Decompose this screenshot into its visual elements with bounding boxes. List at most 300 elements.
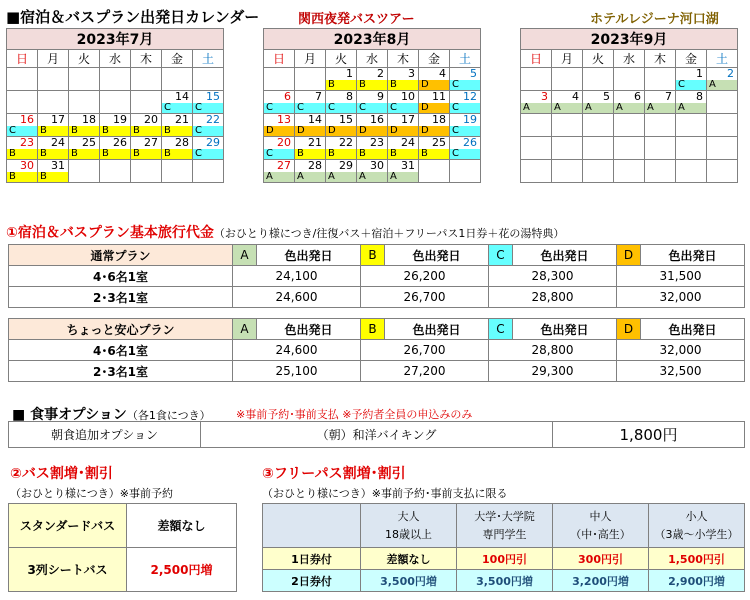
freepass-header-l1: 中人 (589, 509, 612, 523)
bus-row-3seat-label: 3列シートバス (9, 548, 127, 592)
depart-label: 色出発日 (257, 245, 361, 266)
calendar-day[interactable] (676, 91, 707, 114)
day-code (614, 80, 644, 90)
calendar-day[interactable] (676, 68, 707, 91)
freepass-corner (263, 504, 361, 548)
calendar-day (614, 160, 645, 183)
depart-label: 色出発日 (641, 245, 745, 266)
day-number (614, 137, 644, 149)
calendar-day (614, 137, 645, 160)
day-code (38, 103, 68, 113)
day-code: B (162, 149, 192, 159)
day-number (100, 91, 130, 103)
day-number (69, 68, 99, 80)
weekday-label: 月 (552, 50, 583, 68)
calendar-day (521, 160, 552, 183)
depart-label: 色出発日 (385, 319, 489, 340)
section1-title: ①宿泊＆バスプラン基本旅行代金 (6, 225, 214, 241)
calendar-day[interactable] (614, 91, 645, 114)
weekday-label: 日 (521, 50, 552, 68)
day-code (645, 149, 675, 159)
day-number (521, 68, 551, 80)
day-number (69, 160, 99, 172)
calendar-day (645, 114, 676, 137)
day-code (162, 172, 192, 182)
plan-name: 通常プラン (9, 245, 233, 266)
day-code: B (69, 126, 99, 136)
calendar-day (521, 137, 552, 160)
weekday-label: 木 (388, 50, 419, 68)
day-code: C (450, 80, 480, 90)
day-number (707, 114, 737, 126)
day-number (583, 160, 613, 172)
freepass-value: 300円引 (553, 548, 649, 570)
day-code: B (295, 149, 325, 159)
weekday-label: 火 (69, 50, 100, 68)
calendar-day[interactable] (162, 114, 193, 137)
calendar-day[interactable] (264, 160, 295, 183)
day-code: C (162, 103, 192, 113)
day-code: B (69, 149, 99, 159)
day-code: C (450, 103, 480, 113)
day-code: C (264, 103, 294, 113)
day-number: 2 (377, 67, 384, 80)
price-cell: 32,000 (617, 340, 745, 361)
calendar-day[interactable] (7, 160, 38, 183)
freepass-value: 差額なし (361, 548, 457, 570)
day-number: 19 (463, 113, 477, 126)
day-number: 7 (665, 90, 672, 103)
price-cell: 24,600 (233, 340, 361, 361)
day-code: B (38, 172, 68, 182)
day-number: 11 (432, 90, 446, 103)
price-cell: 28,800 (489, 287, 617, 308)
day-code: D (264, 126, 294, 136)
calendar-day (450, 160, 481, 183)
safe-plan-table (8, 318, 745, 382)
calendar-day[interactable] (419, 68, 450, 91)
day-number: 23 (20, 136, 34, 149)
day-number: 5 (470, 67, 477, 80)
calendar-day[interactable] (419, 91, 450, 114)
calendar-day (583, 160, 614, 183)
day-code: C (450, 149, 480, 159)
freepass-header-l2: （3歳～小学生） (654, 527, 739, 541)
day-number: 26 (113, 136, 127, 149)
day-code: A (707, 80, 737, 90)
calendar-august (263, 28, 481, 183)
normal-plan-table (8, 244, 745, 308)
calendar-day (676, 160, 707, 183)
calendar-day (614, 114, 645, 137)
day-number: 30 (370, 159, 384, 172)
day-number: 13 (277, 113, 291, 126)
day-number (583, 68, 613, 80)
day-code (295, 80, 325, 90)
price-cell: 26,700 (361, 287, 489, 308)
calendar-day[interactable] (295, 160, 326, 183)
day-number: 25 (432, 136, 446, 149)
calendar-september (520, 28, 738, 183)
day-number (707, 91, 737, 103)
day-code (521, 80, 551, 90)
day-code (450, 172, 480, 182)
freepass-value: 3,500円増 (457, 570, 553, 592)
day-number: 22 (339, 136, 353, 149)
bus-row-standard-value: 差額なし (127, 504, 237, 548)
calendar-day[interactable] (357, 114, 388, 137)
price-cell: 25,100 (233, 361, 361, 382)
calendar-day[interactable] (326, 91, 357, 114)
day-code (583, 80, 613, 90)
freepass-value: 3,200円増 (553, 570, 649, 592)
day-code: B (38, 126, 68, 136)
calendar-day[interactable] (419, 114, 450, 137)
day-number (552, 160, 582, 172)
day-number: 1 (346, 67, 353, 80)
calendar-day[interactable] (193, 91, 224, 114)
day-code: D (295, 126, 325, 136)
day-code (100, 80, 130, 90)
day-number: 14 (308, 113, 322, 126)
day-code: A (264, 172, 294, 182)
day-number (419, 160, 449, 172)
calendar-day[interactable] (326, 160, 357, 183)
day-number: 3 (541, 90, 548, 103)
day-number (100, 68, 130, 80)
day-code: D (419, 126, 449, 136)
calendar-day[interactable] (450, 114, 481, 137)
calendar-title: 2023年8月 (264, 29, 481, 50)
meal-label: 朝食追加オプション (9, 422, 201, 448)
calendar-day (521, 68, 552, 91)
code-badge: B (361, 245, 385, 266)
page-title: ■宿泊＆バスプラン出発日カレンダー (6, 8, 260, 26)
calendar-day (131, 68, 162, 91)
calendar-day (614, 68, 645, 91)
day-number: 24 (51, 136, 65, 149)
day-number (645, 114, 675, 126)
calendar-day[interactable] (69, 114, 100, 137)
day-code (69, 80, 99, 90)
day-code (614, 149, 644, 159)
day-number: 8 (346, 90, 353, 103)
day-code: C (193, 126, 223, 136)
calendar-day (707, 114, 738, 137)
calendar-day[interactable] (100, 137, 131, 160)
day-code (645, 172, 675, 182)
day-code (521, 172, 551, 182)
day-code (419, 172, 449, 182)
day-number: 20 (144, 113, 158, 126)
calendar-day[interactable] (295, 137, 326, 160)
day-code (552, 149, 582, 159)
calendar-day[interactable] (450, 68, 481, 91)
day-code (264, 80, 294, 90)
bus-title: ②バス割増･割引 (10, 466, 113, 482)
calendar-day (69, 91, 100, 114)
day-code: A (388, 172, 418, 182)
calendar-day[interactable] (193, 114, 224, 137)
calendar-day[interactable] (521, 91, 552, 114)
calendar-day (193, 160, 224, 183)
freepass-note: （おひとり様につき）※事前予約･事前支払に限る (262, 487, 508, 500)
day-code: B (100, 149, 130, 159)
day-number: 24 (401, 136, 415, 149)
calendar-day[interactable] (193, 137, 224, 160)
freepass-table (262, 503, 745, 592)
day-number (676, 114, 706, 126)
day-code: B (326, 80, 356, 90)
plan-name: ちょっと安心プラン (9, 319, 233, 340)
day-number: 29 (339, 159, 353, 172)
calendar-day[interactable] (162, 91, 193, 114)
bus-table (8, 503, 237, 592)
day-code (7, 103, 37, 113)
calendar-day[interactable] (357, 68, 388, 91)
day-number: 28 (308, 159, 322, 172)
day-code (676, 149, 706, 159)
day-code: C (450, 126, 480, 136)
freepass-title: ③フリーパス割増･割引 (262, 466, 406, 482)
calendar-day[interactable] (38, 114, 69, 137)
day-code: B (388, 80, 418, 90)
day-number: 2 (727, 67, 734, 80)
calendar-day[interactable] (357, 91, 388, 114)
calendar-day[interactable] (326, 68, 357, 91)
calendar-july (6, 28, 224, 183)
day-number: 31 (51, 159, 65, 172)
day-number: 7 (315, 90, 322, 103)
calendar-day[interactable] (707, 68, 738, 91)
day-number: 25 (82, 136, 96, 149)
day-number: 28 (175, 136, 189, 149)
price-cell: 32,000 (617, 287, 745, 308)
day-number: 1 (696, 67, 703, 80)
code-badge: D (617, 245, 641, 266)
day-number (707, 137, 737, 149)
calendar-day[interactable] (264, 137, 295, 160)
day-code (614, 126, 644, 136)
calendar-day (69, 68, 100, 91)
day-number (614, 68, 644, 80)
calendar-day (707, 91, 738, 114)
day-number (131, 160, 161, 172)
calendar-day[interactable] (388, 91, 419, 114)
day-code: B (131, 126, 161, 136)
day-code (131, 172, 161, 182)
day-code (676, 126, 706, 136)
bus-note: （おひとり様につき）※事前予約 (10, 487, 173, 500)
day-code: C (326, 103, 356, 113)
day-number: 15 (339, 113, 353, 126)
weekday-label: 火 (583, 50, 614, 68)
calendar-day[interactable] (326, 137, 357, 160)
code-badge: C (489, 245, 513, 266)
calendar-day (552, 68, 583, 91)
calendar-day[interactable] (131, 137, 162, 160)
day-number: 17 (51, 113, 65, 126)
calendar-day[interactable] (388, 114, 419, 137)
calendar-day[interactable] (357, 160, 388, 183)
day-code: C (295, 103, 325, 113)
day-number (645, 68, 675, 80)
calendar-day (38, 68, 69, 91)
calendar-day (552, 137, 583, 160)
day-number (69, 91, 99, 103)
day-number (676, 137, 706, 149)
calendar-day[interactable] (450, 137, 481, 160)
day-number: 19 (113, 113, 127, 126)
day-number: 3 (408, 67, 415, 80)
day-number (7, 68, 37, 80)
day-code (69, 172, 99, 182)
day-number (38, 91, 68, 103)
calendar-day (676, 114, 707, 137)
day-number (521, 160, 551, 172)
day-number (295, 68, 325, 80)
calendar-day[interactable] (7, 137, 38, 160)
day-number: 18 (432, 113, 446, 126)
calendar-day[interactable] (38, 160, 69, 183)
day-number: 14 (175, 90, 189, 103)
calendar-day[interactable] (645, 91, 676, 114)
calendar-title: 2023年7月 (7, 29, 224, 50)
calendar-day (100, 91, 131, 114)
day-number (100, 160, 130, 172)
day-code: C (676, 80, 706, 90)
day-code (131, 80, 161, 90)
day-number: 8 (696, 90, 703, 103)
calendar-day[interactable] (388, 137, 419, 160)
weekday-label: 木 (131, 50, 162, 68)
calendar-day[interactable] (326, 114, 357, 137)
day-code (645, 126, 675, 136)
day-number: 17 (401, 113, 415, 126)
day-number: 16 (370, 113, 384, 126)
day-code (707, 172, 737, 182)
day-number (7, 91, 37, 103)
day-code: A (295, 172, 325, 182)
day-code (614, 172, 644, 182)
calendar-day (645, 160, 676, 183)
meal-desc: （朝）和洋バイキング (201, 422, 553, 448)
weekday-label: 水 (100, 50, 131, 68)
calendar-day[interactable] (264, 91, 295, 114)
day-number (552, 137, 582, 149)
calendar-day (419, 160, 450, 183)
day-code (583, 149, 613, 159)
calendar-day[interactable] (69, 137, 100, 160)
calendar-day (676, 137, 707, 160)
calendar-day[interactable] (295, 91, 326, 114)
meal-price: 1,800円 (553, 422, 745, 448)
calendar-day[interactable] (100, 114, 131, 137)
day-number: 29 (206, 136, 220, 149)
calendar-day (193, 68, 224, 91)
calendar-day[interactable] (131, 114, 162, 137)
day-number: 16 (20, 113, 34, 126)
day-code: A (326, 172, 356, 182)
calendar-day[interactable] (38, 137, 69, 160)
day-number: 5 (603, 90, 610, 103)
day-number (552, 68, 582, 80)
calendar-day (69, 160, 100, 183)
calendar-day[interactable] (357, 137, 388, 160)
calendar-day (645, 137, 676, 160)
day-code: C (193, 103, 223, 113)
freepass-value: 2,900円増 (649, 570, 745, 592)
day-number (583, 137, 613, 149)
day-code: B (419, 149, 449, 159)
calendar-day[interactable] (388, 160, 419, 183)
calendar-day (707, 160, 738, 183)
calendar-day (645, 68, 676, 91)
day-code (583, 126, 613, 136)
depart-label: 色出発日 (513, 245, 617, 266)
weekday-label: 土 (193, 50, 224, 68)
meal-note: （各1食につき） (126, 409, 211, 422)
day-code (7, 80, 37, 90)
day-number: 21 (308, 136, 322, 149)
day-code (552, 80, 582, 90)
code-badge: B (361, 319, 385, 340)
price-cell: 26,200 (361, 266, 489, 287)
day-code (69, 103, 99, 113)
calendar-day[interactable] (264, 114, 295, 137)
weekday-label: 土 (450, 50, 481, 68)
calendar-day (552, 160, 583, 183)
day-number (264, 68, 294, 80)
day-code: B (162, 126, 192, 136)
freepass-header (457, 504, 553, 548)
day-number (193, 68, 223, 80)
price-cell: 27,200 (361, 361, 489, 382)
depart-label: 色出発日 (641, 319, 745, 340)
weekday-label: 金 (162, 50, 193, 68)
day-number: 9 (377, 90, 384, 103)
calendar-day (583, 137, 614, 160)
price-cell: 28,800 (489, 340, 617, 361)
bus-row-3seat-value: 2,500円増 (127, 548, 237, 592)
day-code: B (7, 172, 37, 182)
calendar-day[interactable] (552, 91, 583, 114)
day-code (552, 172, 582, 182)
calendar-day[interactable] (388, 68, 419, 91)
calendar-day[interactable] (7, 114, 38, 137)
calendar-day[interactable] (419, 137, 450, 160)
day-number: 12 (463, 90, 477, 103)
calendar-day (162, 68, 193, 91)
calendar-day (707, 137, 738, 160)
freepass-row-label: 2日券付 (263, 570, 361, 592)
calendar-day (162, 160, 193, 183)
calendar-day[interactable] (450, 91, 481, 114)
weekday-label: 土 (707, 50, 738, 68)
day-code: C (193, 149, 223, 159)
section1-header (6, 222, 564, 242)
calendar-day (583, 68, 614, 91)
calendar-day[interactable] (295, 114, 326, 137)
calendar-day[interactable] (583, 91, 614, 114)
price-cell: 26,700 (361, 340, 489, 361)
day-code (521, 126, 551, 136)
calendar-day[interactable] (162, 137, 193, 160)
day-code (162, 80, 192, 90)
freepass-header-l2: （中･高生） (570, 527, 631, 541)
price-cell: 28,300 (489, 266, 617, 287)
bus-row-standard-label: スタンダードバス (9, 504, 127, 548)
